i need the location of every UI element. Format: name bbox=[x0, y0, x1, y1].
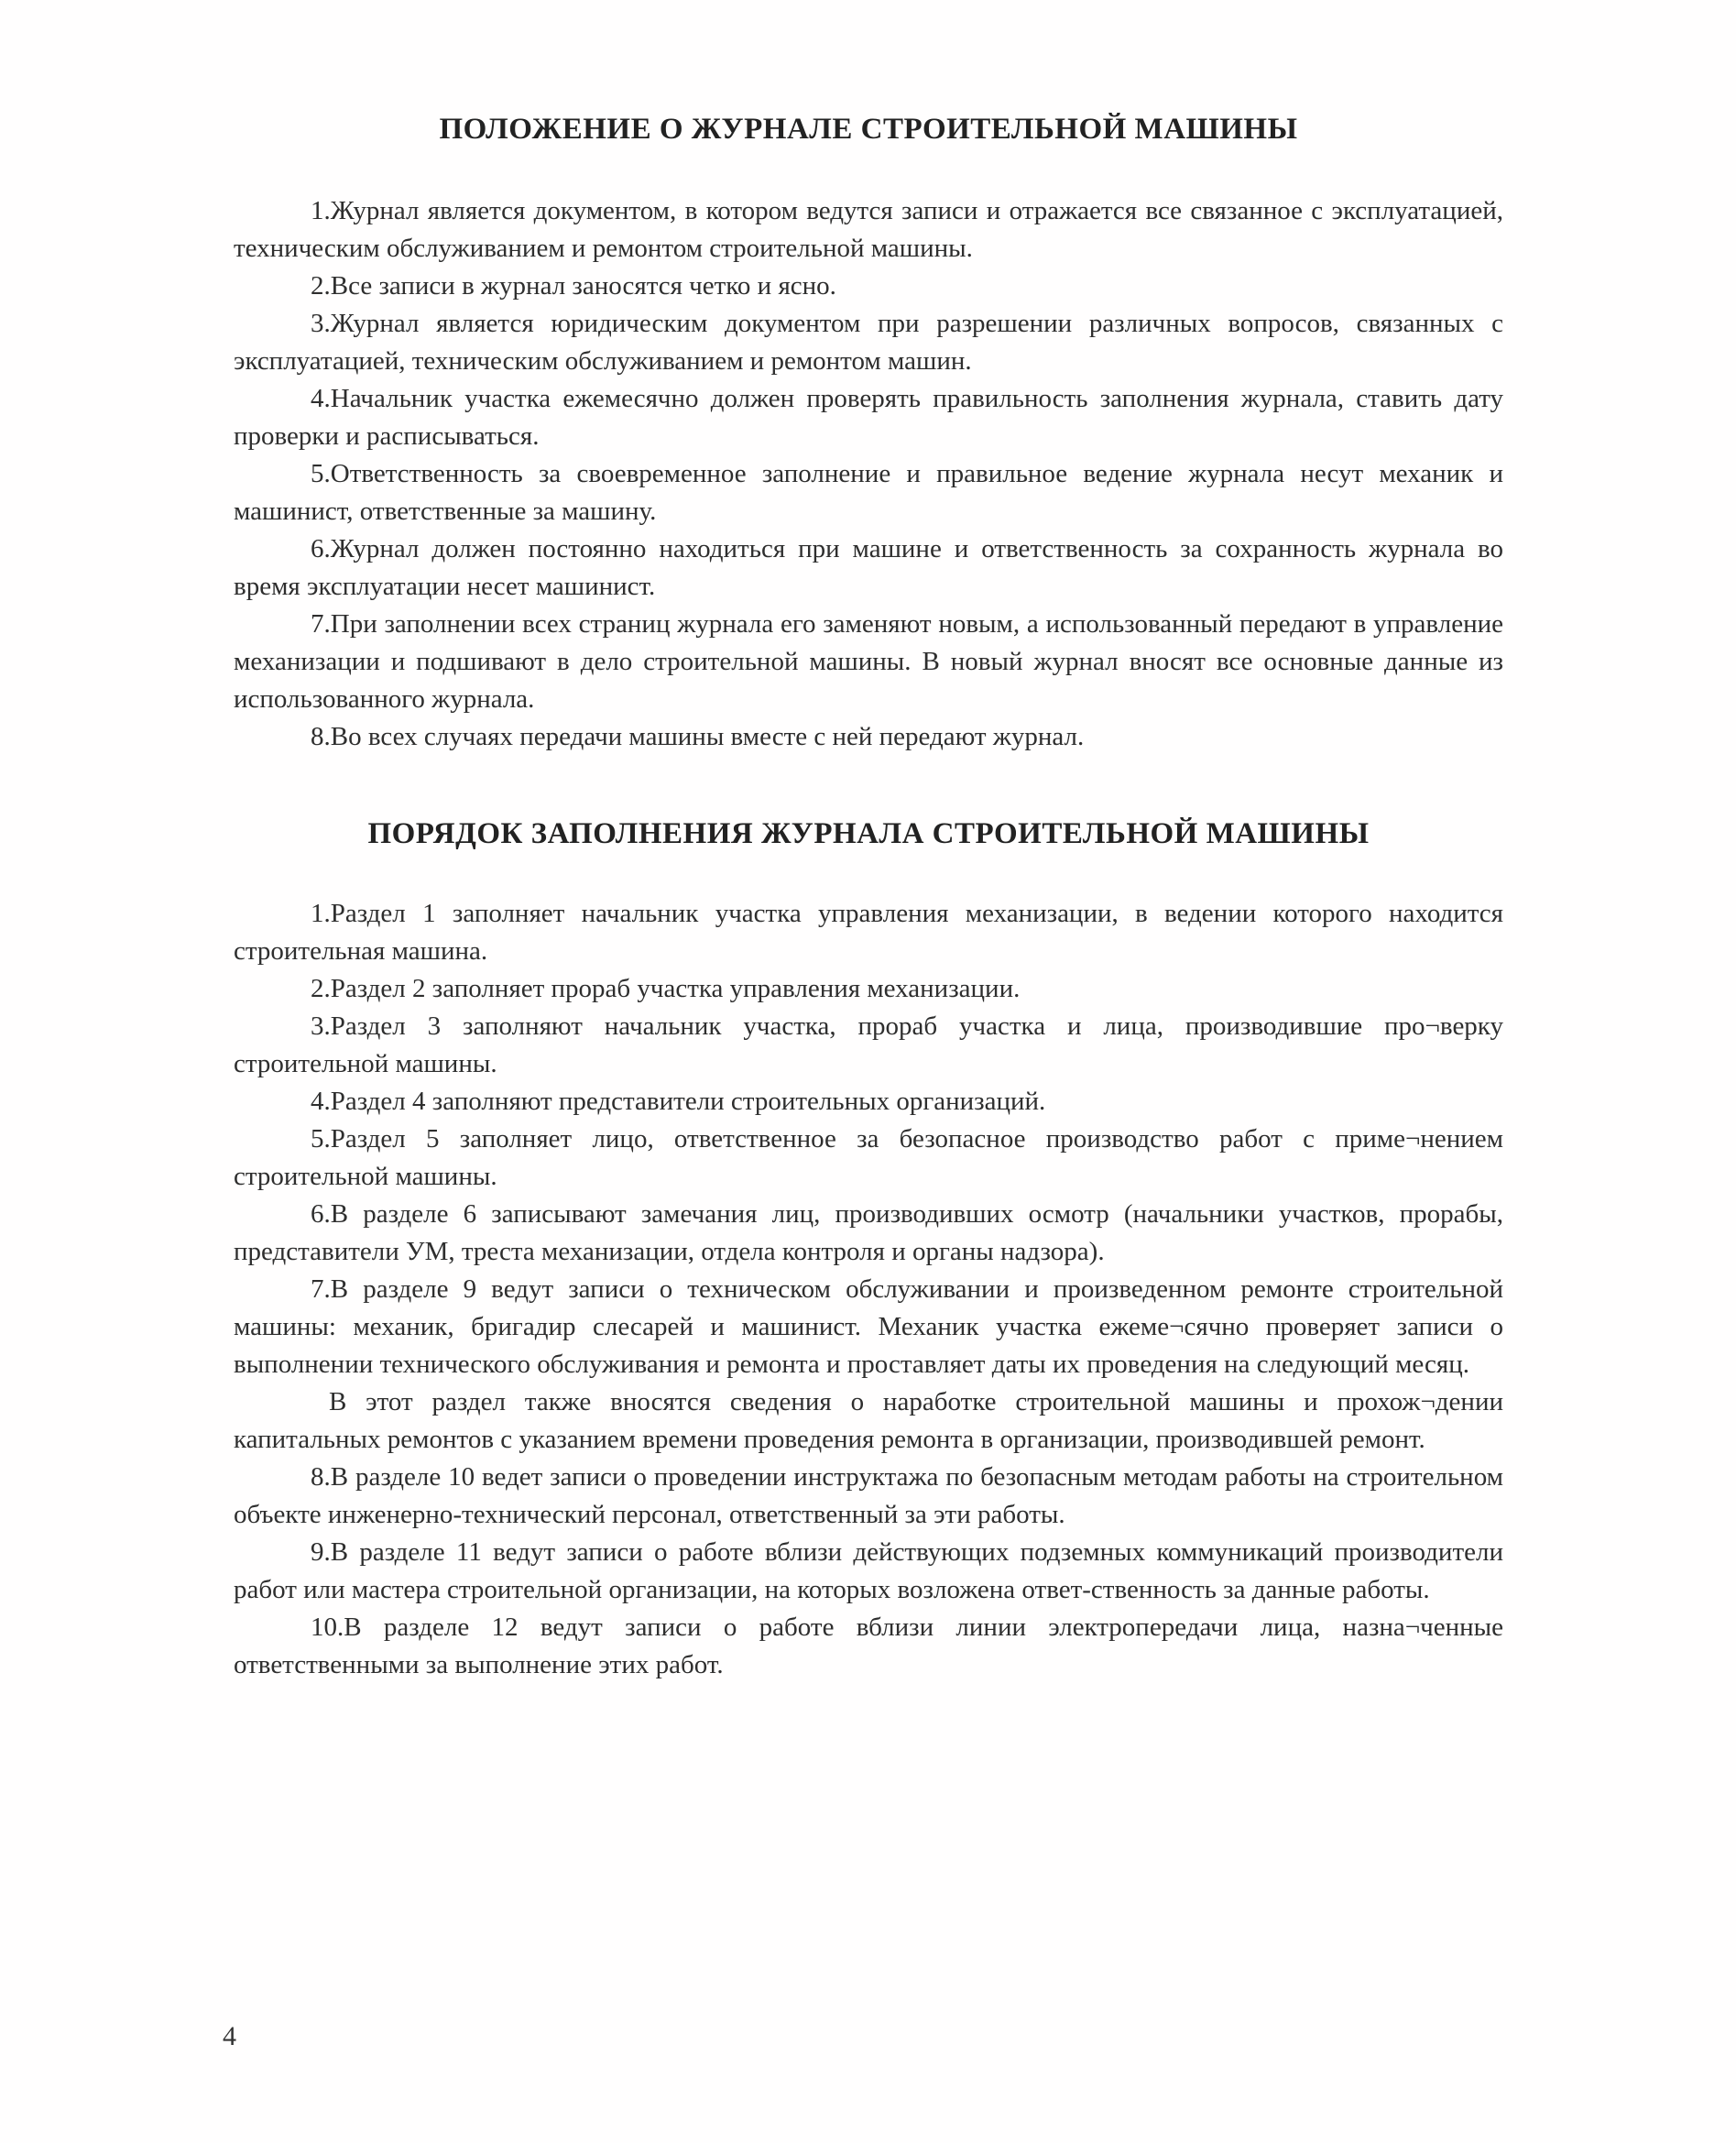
list-item bbox=[234, 1534, 1503, 1609]
text-block bbox=[234, 0, 1503, 1684]
list-item bbox=[234, 1008, 1503, 1083]
list-item bbox=[234, 530, 1503, 606]
item-text: В разделе 9 ведут записи о техническом обслуживании и произведенном ремонте строительной машины: механик, бригадир слесарей и машинист. Механик участка ежеме¬сячно проверяет записи о выполнении технического обслуживания и ремонта и проставляет даты их проведения на следующий месяц. bbox=[234, 1274, 1503, 1379]
item-text: Раздел 5 заполняет лицо, ответственное за безопасное производство работ с приме¬нением строительной машины. bbox=[234, 1124, 1503, 1191]
list-item bbox=[234, 1271, 1503, 1383]
list-item bbox=[234, 455, 1503, 530]
item-number: 3. bbox=[311, 1011, 331, 1041]
list-item bbox=[234, 606, 1503, 718]
list-item bbox=[234, 268, 1503, 305]
item-text: В разделе 12 ведут записи о работе вблизи линии электропередачи лица, назна¬ченные ответственными за выполнение этих работ. bbox=[234, 1613, 1503, 1679]
item-text: Журнал является документом, в котором ведутся записи и отражается все связанное с эксплуатацией, техническим обслуживанием и ремонтом строительной машины. bbox=[234, 196, 1503, 263]
list-item bbox=[234, 192, 1503, 268]
item-text: В разделе 11 ведут записи о работе вблизи действующих подземных коммуникаций производители работ или мастера строительной организации, на которых возложена ответ-ственность за данные работы. bbox=[234, 1537, 1503, 1604]
item-text: Начальник участка ежемесячно должен проверять правильность заполнения журнала, ставить дату проверки и расписываться. bbox=[234, 384, 1503, 451]
list-item bbox=[234, 1083, 1503, 1121]
item-text: Раздел 4 заполняют представители строительных организаций. bbox=[330, 1087, 1046, 1116]
item-text: При заполнении всех страниц журнала его заменяют новым, а использованный передают в управление механизации и подшивают в дело строительной машины. В новый журнал вносят все основные данные из использованного журнала. bbox=[234, 609, 1503, 714]
list-item bbox=[234, 1609, 1503, 1684]
list-item bbox=[234, 970, 1503, 1008]
item-text: В разделе 10 ведет записи о проведении инструктажа по безопасным методам работы на строительном объекте инженерно-технический персонал, ответственный за эти работы. bbox=[234, 1462, 1503, 1529]
list-item bbox=[234, 1196, 1503, 1271]
item-text: Журнал должен постоянно находиться при машине и ответственность за сохранность журнала во время эксплуатации несет машинист. bbox=[234, 534, 1503, 601]
item-number: 6. bbox=[311, 534, 331, 563]
filling-order-item-list bbox=[234, 895, 1503, 1684]
item-text: Раздел 1 заполняет начальник участка управления механизации, в ведении которого находится строительная машина. bbox=[234, 899, 1503, 966]
list-item bbox=[234, 305, 1503, 380]
page-number: 4 bbox=[223, 2021, 236, 2051]
item-number: 1. bbox=[311, 899, 331, 928]
item-number: 2. bbox=[311, 271, 331, 301]
item-text: Все записи в журнал заносятся четко и ясно. bbox=[330, 271, 836, 301]
list-item bbox=[234, 1121, 1503, 1196]
item-number: 10. bbox=[311, 1613, 344, 1642]
item-number: 5. bbox=[311, 459, 331, 488]
list-item bbox=[234, 380, 1503, 455]
regulations-item-list bbox=[234, 192, 1503, 756]
item-text: Раздел 2 заполняет прораб участка управления механизации. bbox=[330, 974, 1021, 1003]
item-number: 2. bbox=[311, 974, 331, 1003]
list-item bbox=[234, 1459, 1503, 1534]
item-text: Раздел 3 заполняют начальник участка, прораб участка и лица, производившие про¬верку строительной машины. bbox=[234, 1011, 1503, 1078]
item-number: 8. bbox=[311, 722, 331, 751]
list-item bbox=[234, 895, 1503, 970]
section-title-filling-order: ПОРЯДОК ЗАПОЛНЕНИЯ ЖУРНАЛА СТРОИТЕЛЬНОЙ МАШИНЫ bbox=[367, 817, 1370, 850]
item-text: В разделе 6 записывают замечания лиц, производивших осмотр (начальники участков, прорабы, представители УМ, треста механизации, отдела контроля и органы надзора). bbox=[234, 1199, 1503, 1266]
item-text: Ответственность за своевременное заполнение и правильное ведение журнала несут механик и машинист, ответственные за машину. bbox=[234, 459, 1503, 526]
item-number: 8. bbox=[311, 1462, 331, 1492]
item-number: 4. bbox=[311, 1087, 331, 1116]
item-number: 4. bbox=[311, 384, 331, 413]
item-number: 6. bbox=[311, 1199, 331, 1229]
list-item bbox=[234, 718, 1503, 756]
item-number: 7. bbox=[311, 609, 331, 639]
item-number: 9. bbox=[311, 1537, 331, 1567]
item-number: 5. bbox=[311, 1124, 331, 1154]
section-title-regulations: ПОЛОЖЕНИЕ О ЖУРНАЛЕ СТРОИТЕЛЬНОЙ МАШИНЫ bbox=[439, 113, 1298, 146]
item-number: 1. bbox=[311, 196, 331, 225]
item-text: Во всех случаях передачи машины вместе с ней передают журнал. bbox=[330, 722, 1085, 751]
list-item-continuation: В этот раздел также вносятся сведения о наработке строительной машины и прохож¬дении капитальных ремонтов с указанием времени проведения ремонта в организации, производившей ремонт. bbox=[234, 1387, 1503, 1454]
item-text: Журнал является юридическим документом при разрешении различных вопросов, связанных с эксплуатацией, техническим обслуживанием и ремонтом машин. bbox=[234, 309, 1503, 376]
item-number: 3. bbox=[311, 309, 331, 338]
item-number: 7. bbox=[311, 1274, 331, 1304]
